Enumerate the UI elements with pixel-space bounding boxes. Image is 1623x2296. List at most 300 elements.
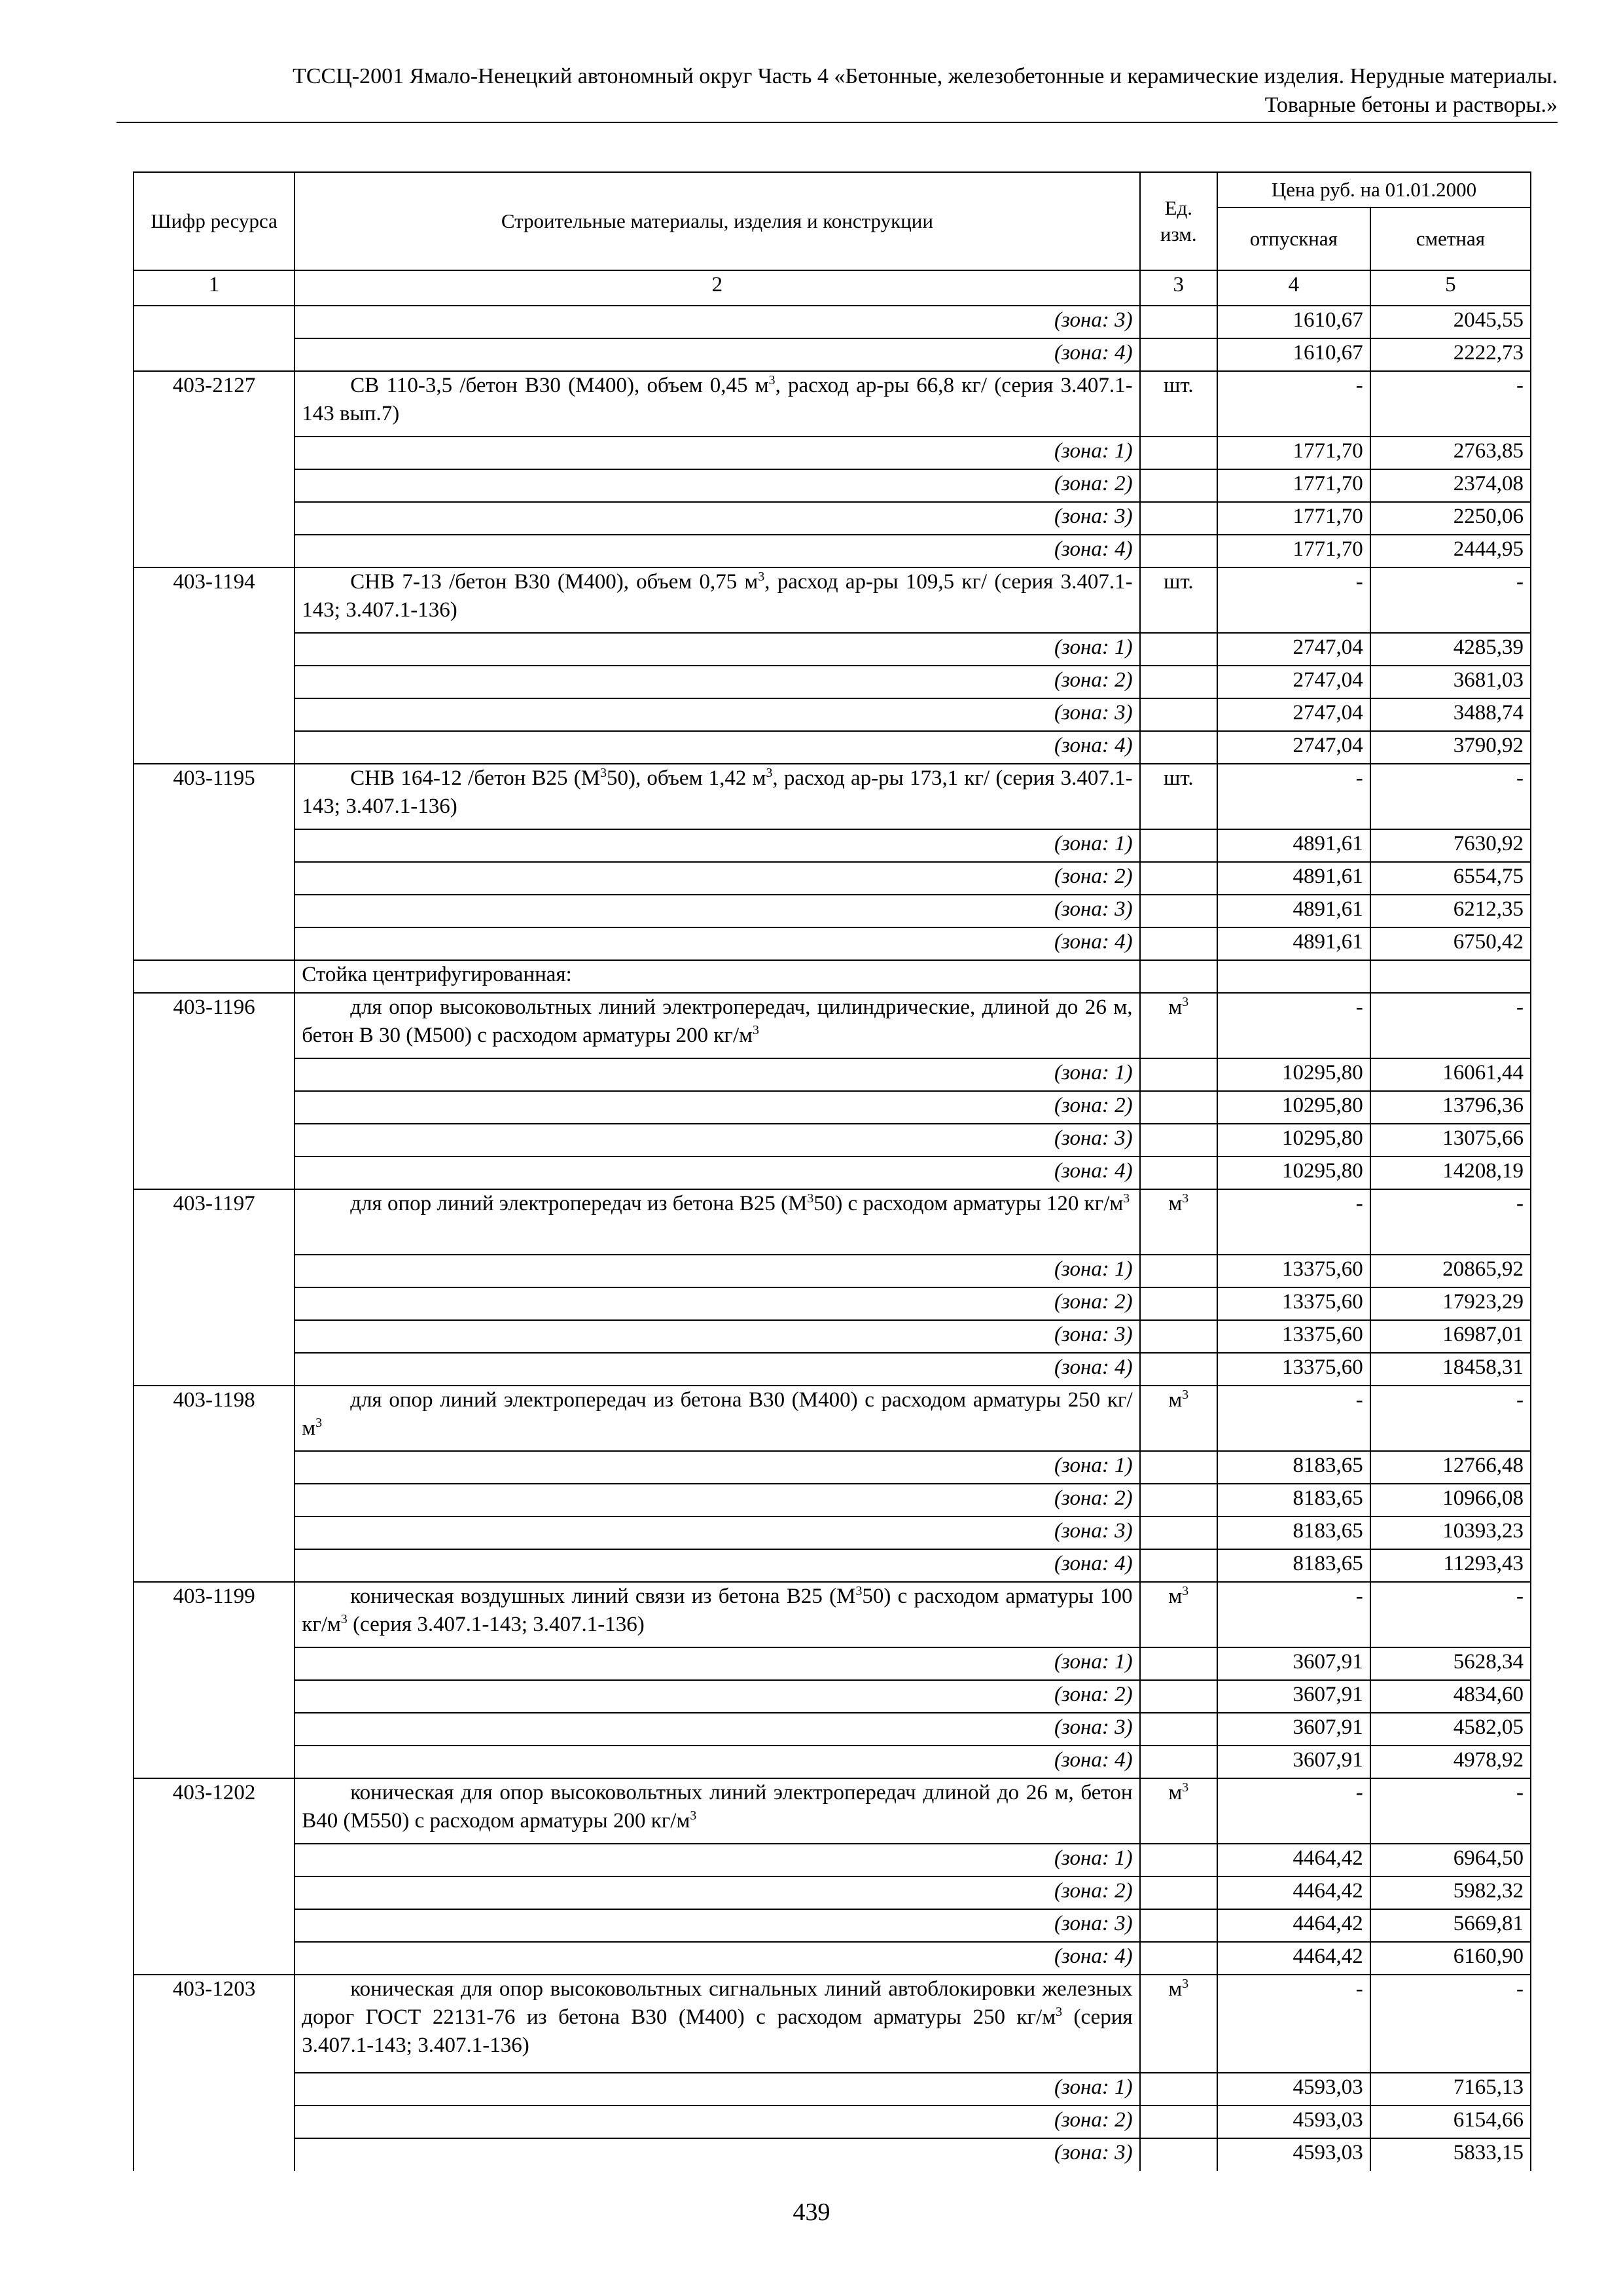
unit-cell-empty [1140,1091,1217,1124]
code-cell-empty [134,1680,294,1713]
release-price: 8183,65 [1217,1549,1370,1582]
unit-cell-empty [1140,469,1217,502]
unit-cell-empty [1140,2138,1217,2171]
estimate-price: 13796,36 [1370,1091,1531,1124]
zone-price-row [134,862,1531,895]
resource-description: коническая воздушных линий связи из бетона В25 $(М^350)$ с расходом арматуры 100 $кг/м^3$ (серия 3.407.1-143; 3.407.1-136) [294,1582,1139,1647]
unit-cell-empty [1140,1484,1217,1516]
zone-price-row [134,1157,1531,1189]
estimate-price: 16987,01 [1370,1320,1531,1353]
release-price: 4464,42 [1217,1909,1370,1942]
resource-description: коническая для опор высоковольтных линий электропередач длиной до 26 м, бетон В40 (М550) с расходом арматуры 200 $кг/м^3$ [294,1778,1139,1844]
zone-label: (зона: 4) [294,731,1139,764]
release-price: 3607,91 [1217,1713,1370,1746]
header-material: Строительные материалы, изделия и конструкции [294,172,1139,270]
code-cell-empty [134,1091,294,1124]
code-cell-empty [134,862,294,895]
zone-label: (зона: 2) [294,1091,1139,1124]
estimate-price: 5982,32 [1370,1876,1531,1909]
resource-unit: $м^3$ [1140,993,1217,1058]
estimate-price: 16061,44 [1370,1058,1531,1091]
group-title: Стойка центрифугированная: [294,960,1139,993]
release-price: 13375,60 [1217,1255,1370,1287]
code-cell-empty [134,2138,294,2171]
release-price: 4891,61 [1217,927,1370,960]
code-cell-empty [134,306,294,338]
code-cell-empty [134,731,294,764]
estimate-price: 6964,50 [1370,1844,1531,1876]
resource-unit: $м^3$ [1140,1189,1217,1255]
resource-row [134,764,1531,829]
estimate-price: 6554,75 [1370,862,1531,895]
estimate-price: 6750,42 [1370,927,1531,960]
zone-price-row [134,1058,1531,1091]
release-price: 8183,65 [1217,1451,1370,1484]
estimate-price: - [1370,1189,1531,1255]
release-price: 3607,91 [1217,1680,1370,1713]
release-price: - [1217,1975,1370,2073]
code-cell-empty [134,1157,294,1189]
zone-price-row [134,1844,1531,1876]
unit-cell-empty [1140,502,1217,535]
unit-cell-empty [1140,338,1217,371]
estimate-price: 5669,81 [1370,1909,1531,1942]
estimate-price: - [1370,1778,1531,1844]
release-price: 10295,80 [1217,1124,1370,1157]
zone-label: (зона: 2) [294,1287,1139,1320]
zone-label: (зона: 1) [294,1647,1139,1680]
zone-price-row [134,437,1531,469]
unit-cell-empty [1140,437,1217,469]
release-price: 2747,04 [1217,633,1370,666]
unit-cell-empty [1140,731,1217,764]
unit-cell-empty [1140,1942,1217,1975]
release-price: - [1217,764,1370,829]
release-price: 1771,70 [1217,469,1370,502]
estimate-price: 5628,34 [1370,1647,1531,1680]
zone-price-row [134,1746,1531,1778]
estimate-price: 2045,55 [1370,306,1531,338]
zone-price-row [134,1876,1531,1909]
code-cell-empty [134,895,294,927]
estimate-cell-empty [1370,960,1531,993]
code-cell-empty [134,1255,294,1287]
zone-price-row [134,338,1531,371]
unit-cell-empty [1140,895,1217,927]
code-cell-empty [134,1876,294,1909]
unit-cell-empty [1140,1844,1217,1876]
unit-cell-empty [1140,1516,1217,1549]
release-price: 2747,04 [1217,666,1370,698]
release-price: 1610,67 [1217,306,1370,338]
estimate-price: - [1370,567,1531,633]
release-price: - [1217,371,1370,437]
price-table [133,171,1531,2171]
resource-code: 403-1199 [134,1582,294,1647]
column-number: 1 [134,270,294,306]
zone-price-row [134,535,1531,567]
resource-unit: шт. [1140,567,1217,633]
zone-price-row [134,698,1531,731]
unit-cell-empty [1140,2073,1217,2106]
release-price: 13375,60 [1217,1353,1370,1386]
zone-price-row [134,1353,1531,1386]
resource-unit: шт. [1140,371,1217,437]
zone-price-row [134,1287,1531,1320]
unit-cell-empty [1140,1713,1217,1746]
resource-code: 403-1202 [134,1778,294,1844]
estimate-price: 12766,48 [1370,1451,1531,1484]
unit-cell-empty [1140,698,1217,731]
zone-price-row [134,1680,1531,1713]
estimate-price: 13075,66 [1370,1124,1531,1157]
code-cell-empty [134,633,294,666]
estimate-price: 7165,13 [1370,2073,1531,2106]
resource-description: для опор линий электропередач из бетона В25 $(М^350)$ с расходом арматуры 120 $кг/м^3$ [294,1189,1139,1255]
zone-label: (зона: 1) [294,1844,1139,1876]
release-price: 4593,03 [1217,2138,1370,2171]
zone-label: (зона: 3) [294,1320,1139,1353]
code-cell-empty [134,1484,294,1516]
estimate-price: 11293,43 [1370,1549,1531,1582]
unit-cell-empty [1140,1909,1217,1942]
release-price: 2747,04 [1217,731,1370,764]
column-number: 4 [1217,270,1370,306]
zone-price-row [134,1484,1531,1516]
unit-cell-empty [1140,1320,1217,1353]
code-cell-empty [134,1713,294,1746]
column-number-row [134,270,1531,306]
unit-cell-empty [1140,1549,1217,1582]
zone-label: (зона: 4) [294,338,1139,371]
estimate-price: 17923,29 [1370,1287,1531,1320]
code-cell-empty [134,437,294,469]
unit-cell-empty [1140,306,1217,338]
release-price: 10295,80 [1217,1157,1370,1189]
release-price: 4891,61 [1217,895,1370,927]
zone-price-row [134,502,1531,535]
estimate-price: 6160,90 [1370,1942,1531,1975]
column-number: 2 [294,270,1139,306]
unit-cell-empty [1140,2106,1217,2138]
code-cell-empty [134,469,294,502]
zone-label: (зона: 2) [294,1484,1139,1516]
code-cell-empty [134,829,294,862]
zone-price-row [134,633,1531,666]
unit-cell-empty [1140,1451,1217,1484]
resource-description: СВ 110-3,5 /бетон В30 (М400), объем 0,45 $м^3$, расход ар-ры 66,8 кг/ (серия 3.407.1-143 вып.7) [294,371,1139,437]
zone-price-row [134,895,1531,927]
zone-label: (зона: 3) [294,1516,1139,1549]
resource-row [134,993,1531,1058]
release-price: - [1217,1189,1370,1255]
resource-description: для опор линий электропередач из бетона В30 (М400) с расходом арматуры 250 $кг/м^3$ [294,1386,1139,1451]
unit-cell-empty [1140,862,1217,895]
estimate-price: 4834,60 [1370,1680,1531,1713]
header-line-1: ТССЦ-2001 Ямало-Ненецкий автономный округ Часть 4 «Бетонные, железобетонные и керамические изделия. Нерудные материалы. [293,64,1558,88]
release-price: 3607,91 [1217,1647,1370,1680]
header-rule [116,122,1558,123]
zone-price-row [134,1091,1531,1124]
unit-cell-empty [1140,666,1217,698]
resource-code: 403-1195 [134,764,294,829]
release-price: 4464,42 [1217,1942,1370,1975]
zone-label: (зона: 1) [294,1255,1139,1287]
estimate-price: 3790,92 [1370,731,1531,764]
page-header [116,62,1558,120]
unit-cell-empty [1140,535,1217,567]
code-cell-empty [134,1516,294,1549]
unit-cell-empty [1140,927,1217,960]
estimate-price: 5833,15 [1370,2138,1531,2171]
zone-label: (зона: 1) [294,1451,1139,1484]
zone-label: (зона: 3) [294,2138,1139,2171]
zone-label: (зона: 4) [294,1353,1139,1386]
code-cell-empty [134,2073,294,2106]
resource-description: для опор высоковольтных линий электропередач, цилиндрические, длиной до 26 м, бетон В 30 (М500) с расходом арматуры 200 $кг/м^3$ [294,993,1139,1058]
zone-price-row [134,306,1531,338]
code-cell-empty [134,1320,294,1353]
unit-cell-empty [1140,960,1217,993]
zone-price-row [134,2073,1531,2106]
unit-cell-empty [1140,633,1217,666]
resource-unit: $м^3$ [1140,1975,1217,2073]
estimate-price: 2222,73 [1370,338,1531,371]
resource-row [134,1582,1531,1647]
release-price: 4891,61 [1217,862,1370,895]
estimate-price: - [1370,1975,1531,2073]
unit-cell-empty [1140,1647,1217,1680]
table-body [134,306,1531,2171]
code-cell-empty [134,1353,294,1386]
release-cell-empty [1217,960,1370,993]
resource-code: 403-1203 [134,1975,294,2073]
resource-code: 403-1194 [134,567,294,633]
resource-row [134,1189,1531,1255]
release-price: 1771,70 [1217,502,1370,535]
estimate-price: 2444,95 [1370,535,1531,567]
column-number: 5 [1370,270,1531,306]
release-price: 4891,61 [1217,829,1370,862]
zone-label: (зона: 4) [294,535,1139,567]
page-number: 439 [793,2198,830,2226]
release-price: - [1217,1386,1370,1451]
unit-cell-empty [1140,1255,1217,1287]
estimate-price: 4582,05 [1370,1713,1531,1746]
zone-price-row [134,469,1531,502]
estimate-price: - [1370,764,1531,829]
zone-label: (зона: 2) [294,666,1139,698]
code-cell-empty [134,1549,294,1582]
release-price: 2747,04 [1217,698,1370,731]
estimate-price: 20865,92 [1370,1255,1531,1287]
table-head [134,172,1531,306]
estimate-price: 4978,92 [1370,1746,1531,1778]
resource-unit: $м^3$ [1140,1582,1217,1647]
zone-label: (зона: 1) [294,1058,1139,1091]
code-cell-empty [134,1287,294,1320]
estimate-price: 4285,39 [1370,633,1531,666]
zone-price-row [134,1713,1531,1746]
zone-label: (зона: 1) [294,633,1139,666]
zone-price-row [134,1647,1531,1680]
zone-label: (зона: 4) [294,1157,1139,1189]
release-price: 4593,03 [1217,2073,1370,2106]
release-price: - [1217,567,1370,633]
estimate-price: 18458,31 [1370,1353,1531,1386]
zone-price-row [134,731,1531,764]
estimate-price: 10393,23 [1370,1516,1531,1549]
unit-cell-empty [1140,1058,1217,1091]
release-price: 1610,67 [1217,338,1370,371]
code-cell-empty [134,1909,294,1942]
unit-cell-empty [1140,1124,1217,1157]
zone-price-row [134,1320,1531,1353]
release-price: 4593,03 [1217,2106,1370,2138]
release-price: 1771,70 [1217,437,1370,469]
header-price-group: Цена руб. на 01.01.2000 [1217,172,1531,207]
zone-label: (зона: 2) [294,1680,1139,1713]
resource-row [134,1386,1531,1451]
zone-price-row [134,1255,1531,1287]
zone-label: (зона: 4) [294,1942,1139,1975]
header-line-2: Товарные бетоны и растворы.» [1264,93,1558,118]
unit-cell-empty [1140,1876,1217,1909]
estimate-price: 6154,66 [1370,2106,1531,2138]
resource-description: коническая для опор высоковольтных сигнальных линий автоблокировки железных дорог ГОСТ 22131-76 из бетона В30 (М400) с расходом арматуры 250 $кг/м^3$ (серия 3.407.1-143; 3.407.1-136) [294,1975,1139,2073]
zone-price-row [134,2138,1531,2171]
zone-label: (зона: 3) [294,698,1139,731]
release-price: 1771,70 [1217,535,1370,567]
zone-price-row [134,1942,1531,1975]
estimate-price: 3488,74 [1370,698,1531,731]
code-cell-empty [134,1058,294,1091]
zone-price-row [134,1516,1531,1549]
code-cell-empty [134,338,294,371]
zone-label: (зона: 3) [294,502,1139,535]
resource-row [134,567,1531,633]
resource-unit: $м^3$ [1140,1778,1217,1844]
zone-price-row [134,2106,1531,2138]
header-unit: Ед. изм. [1140,172,1217,270]
resource-unit: шт. [1140,764,1217,829]
estimate-price: 10966,08 [1370,1484,1531,1516]
code-cell-empty [134,698,294,731]
unit-cell-empty [1140,1287,1217,1320]
release-price: 13375,60 [1217,1287,1370,1320]
code-cell-empty [134,1746,294,1778]
zone-price-row [134,1909,1531,1942]
zone-label: (зона: 3) [294,1124,1139,1157]
zone-label: (зона: 2) [294,2106,1139,2138]
release-price: 8183,65 [1217,1516,1370,1549]
unit-cell-empty [1140,1680,1217,1713]
resource-unit: $м^3$ [1140,1386,1217,1451]
release-price: - [1217,993,1370,1058]
zone-price-row [134,1451,1531,1484]
release-price: 10295,80 [1217,1091,1370,1124]
zone-price-row [134,829,1531,862]
zone-label: (зона: 1) [294,437,1139,469]
column-number: 3 [1140,270,1217,306]
release-price: - [1217,1582,1370,1647]
code-cell-empty [134,1451,294,1484]
release-price: 8183,65 [1217,1484,1370,1516]
group-title-row [134,960,1531,993]
estimate-price: 14208,19 [1370,1157,1531,1189]
zone-label: (зона: 4) [294,1746,1139,1778]
release-price: - [1217,1778,1370,1844]
zone-label: (зона: 1) [294,829,1139,862]
code-cell-empty [134,1942,294,1975]
estimate-price: 6212,35 [1370,895,1531,927]
resource-row [134,1975,1531,2073]
code-cell-empty [134,1647,294,1680]
release-price: 4464,42 [1217,1844,1370,1876]
zone-price-row [134,1124,1531,1157]
code-cell-empty [134,927,294,960]
code-cell-empty [134,535,294,567]
zone-label: (зона: 2) [294,469,1139,502]
estimate-price: - [1370,993,1531,1058]
resource-code: 403-1197 [134,1189,294,1255]
release-price: 3607,91 [1217,1746,1370,1778]
code-cell-empty [134,1844,294,1876]
zone-label: (зона: 4) [294,927,1139,960]
zone-label: (зона: 1) [294,2073,1139,2106]
resource-code: 403-1198 [134,1386,294,1451]
resource-description: СНВ 7-13 /бетон В30 (М400), объем 0,75 $м^3$, расход ар-ры 109,5 кг/ (серия 3.407.1-143; 3.407.1-136) [294,567,1139,633]
code-cell-empty [134,666,294,698]
zone-label: (зона: 3) [294,1909,1139,1942]
zone-label: (зона: 2) [294,1876,1139,1909]
zone-price-row [134,927,1531,960]
zone-label: (зона: 2) [294,862,1139,895]
estimate-price: 7630,92 [1370,829,1531,862]
resource-row [134,1778,1531,1844]
zone-label: (зона: 3) [294,895,1139,927]
estimate-price: 2250,06 [1370,502,1531,535]
zone-price-row [134,1549,1531,1582]
header-estimate-price: сметная [1370,207,1531,270]
unit-cell-empty [1140,1746,1217,1778]
estimate-price: - [1370,371,1531,437]
release-price: 4464,42 [1217,1876,1370,1909]
code-cell-empty [134,960,294,993]
code-cell-empty [134,502,294,535]
zone-label: (зона: 4) [294,1549,1139,1582]
header-release-price: отпускная [1217,207,1370,270]
code-cell-empty [134,1124,294,1157]
unit-cell-empty [1140,1353,1217,1386]
estimate-price: 3681,03 [1370,666,1531,698]
release-price: 13375,60 [1217,1320,1370,1353]
estimate-price: 2374,08 [1370,469,1531,502]
unit-cell-empty [1140,829,1217,862]
zone-label: (зона: 3) [294,306,1139,338]
zone-price-row [134,666,1531,698]
code-cell-empty [134,2106,294,2138]
estimate-price: - [1370,1386,1531,1451]
resource-description: СНВ 164-12 /бетон В25 $(М^350)$, объем 1,42 $м^3$, расход ар-ры 173,1 кг/ (серия 3.407.1-143; 3.407.1-136) [294,764,1139,829]
release-price: 10295,80 [1217,1058,1370,1091]
unit-cell-empty [1140,1157,1217,1189]
estimate-price: 2763,85 [1370,437,1531,469]
resource-code: 403-1196 [134,993,294,1058]
header-code: Шифр ресурса [134,172,294,270]
resource-code: 403-2127 [134,371,294,437]
zone-label: (зона: 3) [294,1713,1139,1746]
